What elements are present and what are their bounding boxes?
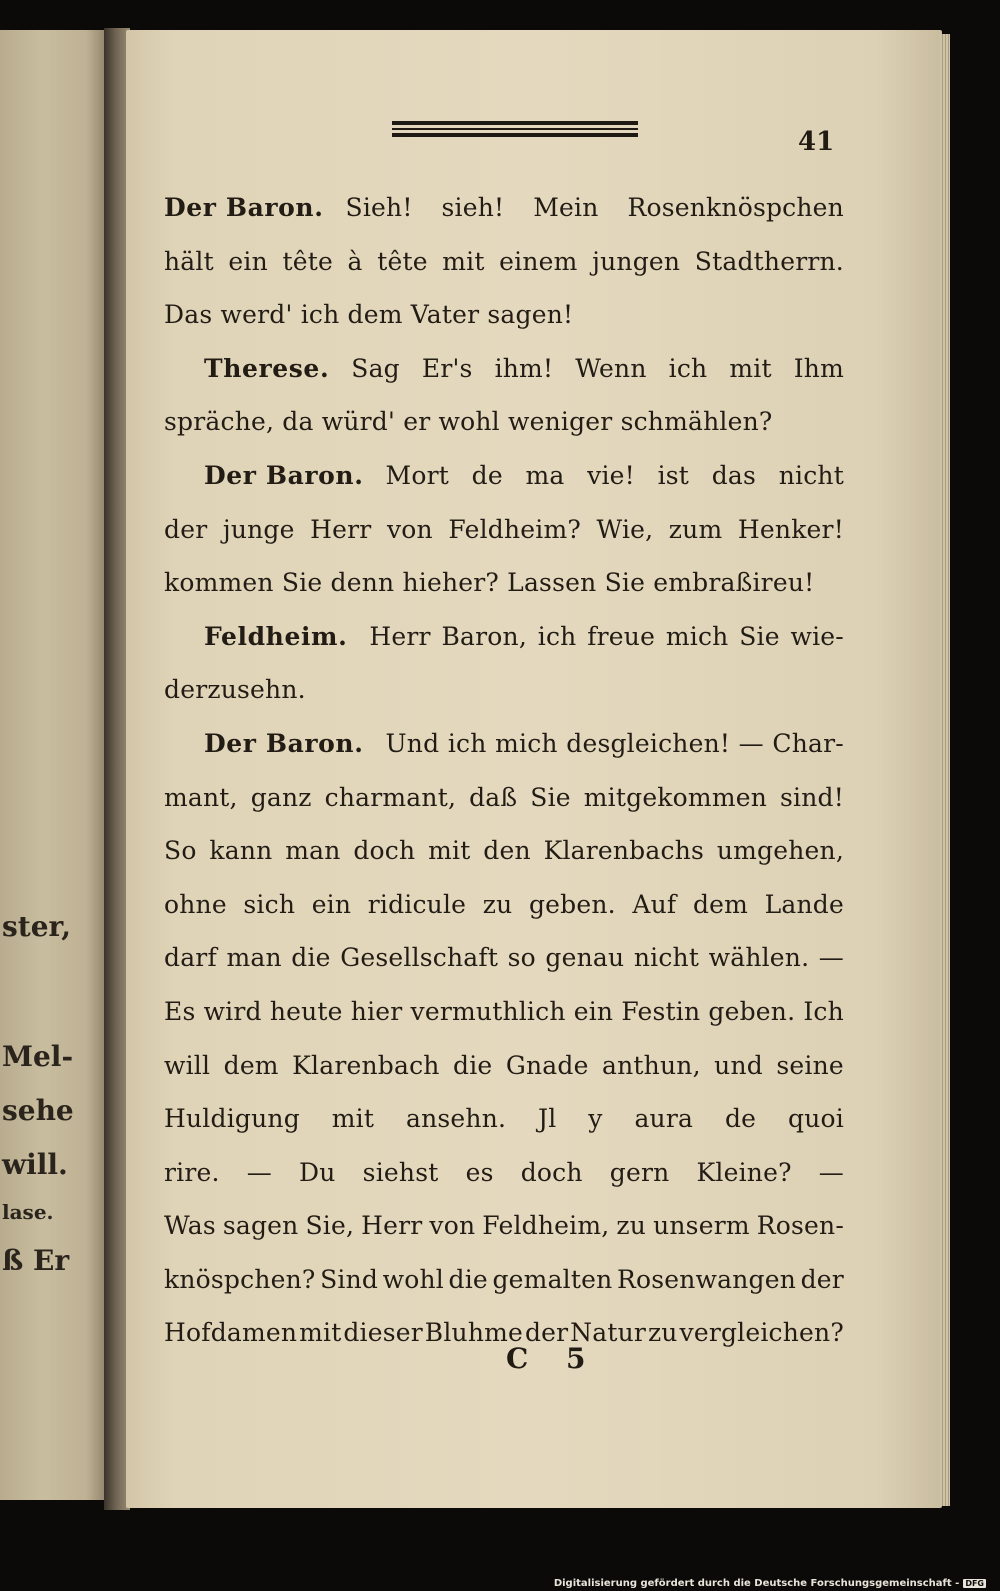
text-line [164,878,844,932]
line-text: So kann man doch mit den Klarenbachs umgehen, [164,836,844,866]
line-text: darf man die Gesellschaft so genau nicht wählen. — [164,943,844,973]
line-text: Huldigung mit ansehn. Jl y aura de quoi [164,1104,844,1134]
text-line [164,931,844,985]
text-line [164,717,844,771]
line-text: Mort de ma vie! ist das nicht [385,460,844,490]
footer-text: Digitalisierung gefördert durch die Deutsche Forschungsgemeinschaft - [553,1578,960,1589]
line-text: will dem Klarenbach die Gnade anthun, und seine [164,1050,844,1080]
text-line [164,288,844,342]
line-text: Es wird heute hier vermuthlich ein Festin geben. Ich [164,996,844,1026]
text-line [164,449,844,503]
text-line [164,1092,844,1146]
line-text: Herr Baron, ich freue mich Sie wie- [369,621,844,651]
speaker-name: Der Baron. [204,460,364,490]
text-line [164,985,844,1039]
speaker-name: Feldheim. [204,621,348,651]
text-line [164,503,844,557]
line-text: Das werd' ich dem Vater sagen! [164,300,574,330]
page-number: 41 [798,127,835,157]
header-rule [392,133,638,137]
text-line [164,1253,844,1307]
page-text [164,181,844,1360]
line-text: Was sagen Sie, Herr von Feldheim, zu unserm Rosen- [164,1211,844,1241]
left-page-fragment: Mel- [2,1040,74,1073]
left-page-fragment: ster, [2,910,71,943]
line-text: Und ich mich desgleichen! — Char- [385,728,844,758]
speaker-name: Der Baron. [164,193,324,222]
header-rule [392,128,638,130]
speaker-name: Der Baron. [204,728,364,758]
line-text: ohne sich ein ridicule zu geben. Auf dem Lande [164,889,844,919]
speaker-name: Therese. [204,353,330,383]
line-text: hält ein tête à tête mit einem jungen Stadtherrn. [164,246,844,276]
text-line [164,824,844,878]
text-line [164,181,844,235]
signature-mark: C 5 [506,1342,600,1375]
text-line [164,663,844,717]
line-text: derzusehn. [164,675,306,705]
line-text: knöspchen? Sind wohl die gemalten Rosenwangen der [164,1264,844,1294]
left-page-fragment: ß Er [2,1244,70,1277]
digitization-footer [554,1578,986,1589]
text-line [164,395,844,449]
line-text: rire. — Du siehst es doch gern Kleine? — [164,1157,844,1187]
text-line [164,1146,844,1200]
line-text: spräche, da würd' er wohl weniger schmählen? [164,407,773,437]
header-rule [392,121,638,125]
left-page-fragment: sehe [2,1094,74,1127]
line-text: der junge Herr von Feldheim? Wie, zum Henker! [164,514,844,544]
text-line [164,1306,844,1360]
dfg-logo: DFG [965,1579,984,1588]
text-line [164,342,844,396]
line-text: mant, ganz charmant, daß Sie mitgekommen sind! [164,782,844,812]
line-text: Sieh! sieh! Mein Rosenknöspchen [345,193,844,222]
page-edge [940,34,950,1506]
line-text: kommen Sie denn hieher? Lassen Sie embraßireu! [164,568,815,598]
line-text: Sag Er's ihm! Wenn ich mit Ihm [351,353,844,383]
text-line [164,610,844,664]
text-line [164,771,844,825]
text-line [164,1199,844,1253]
left-page [0,30,108,1500]
line-text: Hofdamen mit dieser Bluhme der Natur zu vergleichen? [164,1318,844,1348]
left-page-fragment: will. [2,1148,68,1181]
left-page-fragment: lase. [2,1200,54,1224]
text-line [164,556,844,610]
text-line [164,1039,844,1093]
text-line [164,235,844,289]
